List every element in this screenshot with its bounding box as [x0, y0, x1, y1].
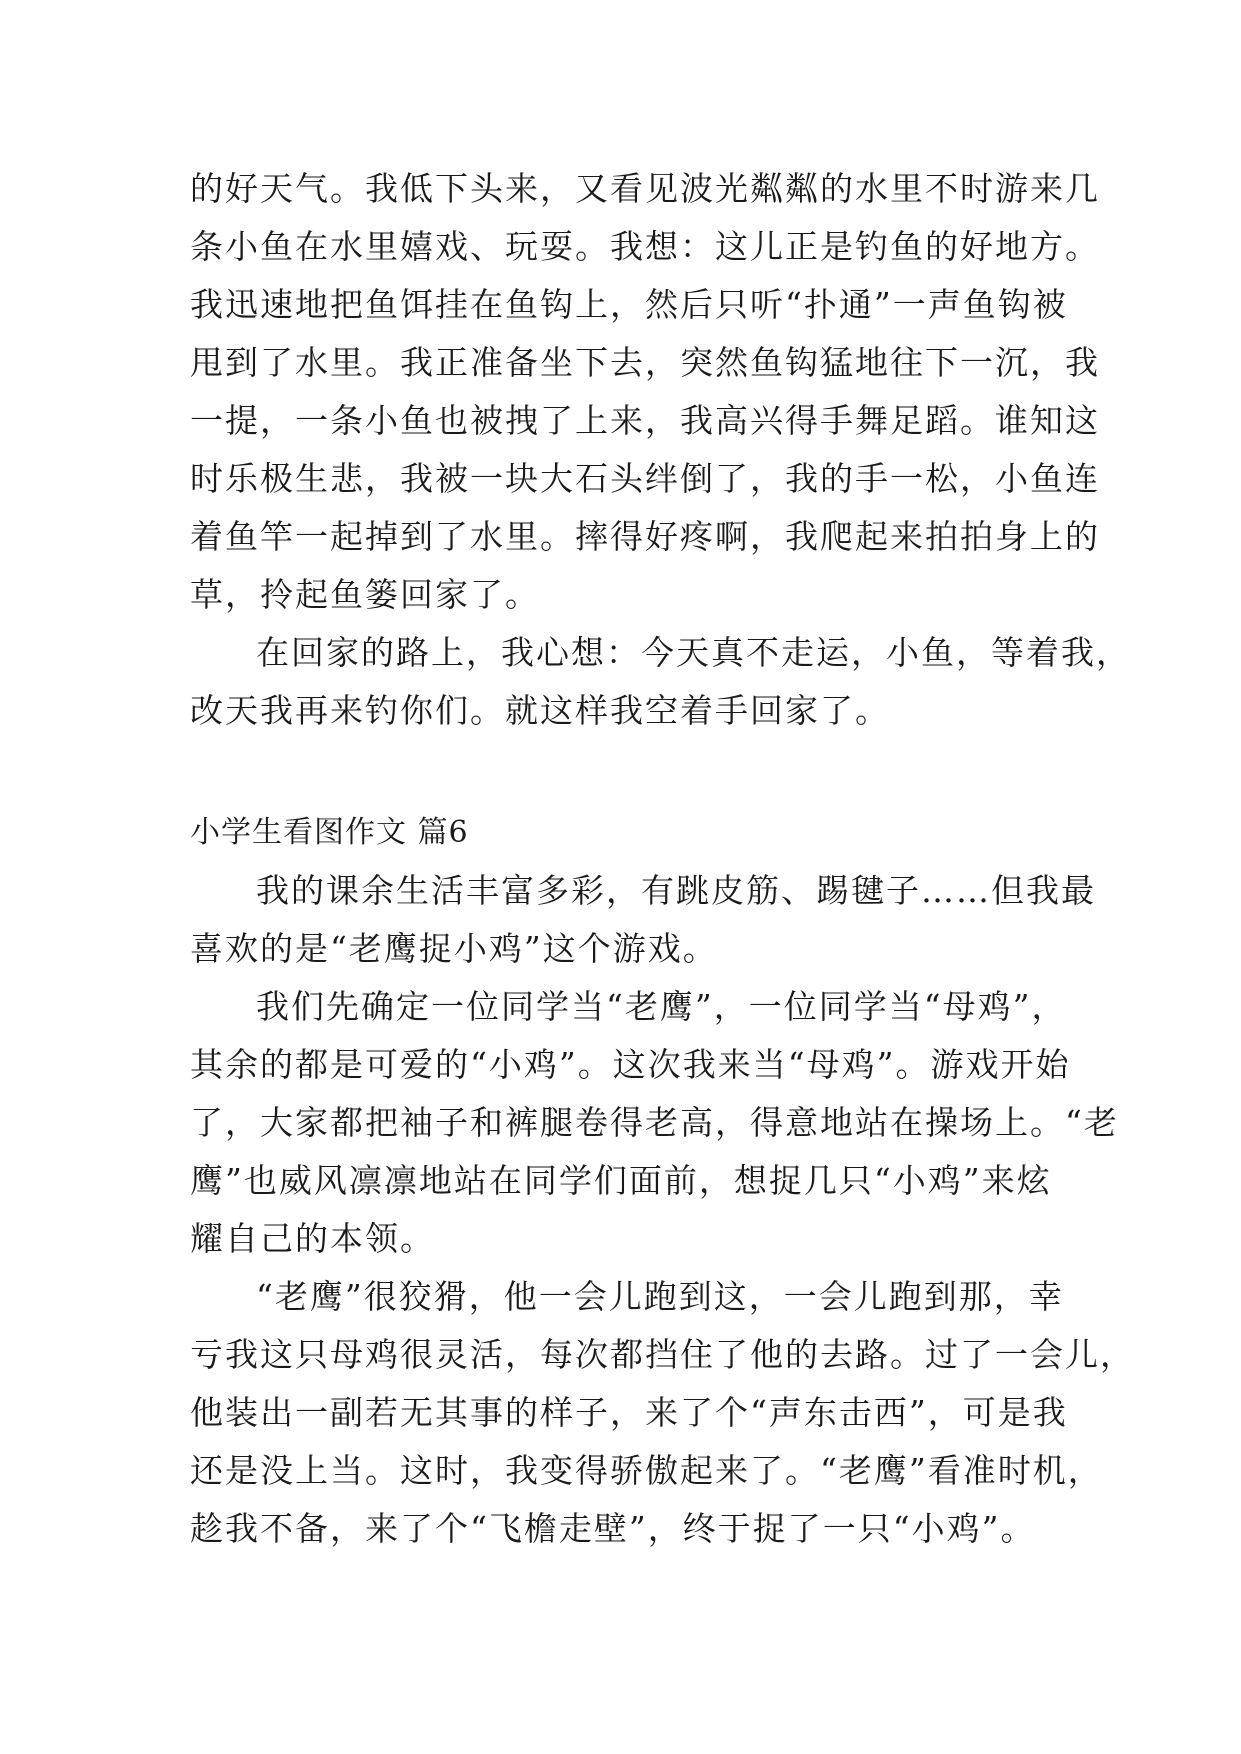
text-line: 条小鱼在水里嬉戏、玩耍。我想：这儿正是钓鱼的好地方。	[190, 227, 1100, 266]
text-line: 亏我这只母鸡很灵活，每次都挡住了他的去路。过了一会儿，	[190, 1335, 1135, 1374]
paragraph-fishing-continued	[190, 160, 1100, 624]
text-line: “老鹰”很狡猾，他一会儿跑到这，一会儿跑到那，幸	[256, 1277, 1064, 1316]
text-line: 草，拎起鱼篓回家了。	[190, 575, 540, 614]
text-line: 我的课余生活丰富多彩，有跳皮筋、踢毽子……但我最	[256, 871, 1096, 910]
text-line: 在回家的路上，我心想：今天真不走运，小鱼，等着我，	[256, 633, 1131, 672]
section-spacer	[190, 740, 1070, 804]
text-line: 着鱼竿一起掉到了水里。摔得好疼啊，我爬起来拍拍身上的	[190, 517, 1100, 556]
text-line: 我们先确定一位同学当“老鹰”，一位同学当“母鸡”，	[256, 987, 1067, 1026]
paragraph-game	[190, 1268, 1135, 1558]
section-heading: 小学生看图作文 篇6	[190, 815, 469, 850]
text-line: 甩到了水里。我正准备坐下去，突然鱼钩猛地往下一沉，我	[190, 343, 1100, 382]
text-line: 一提，一条小鱼也被拽了上来，我高兴得手舞足蹈。谁知这	[190, 401, 1100, 440]
paragraph-closing	[190, 624, 1131, 740]
text-line: 趁我不备，来了个“飞檐走壁”，终于捉了一只“小鸡”。	[190, 1509, 1036, 1548]
text-line: 其余的都是可爱的“小鸡”。这次我来当“母鸡”。游戏开始	[190, 1045, 1071, 1084]
document-body	[190, 160, 1135, 1558]
text-line: 了，大家都把袖子和裤腿卷得老高，得意地站在操场上。“老	[190, 1103, 1119, 1142]
paragraph-roles	[190, 978, 1119, 1268]
text-line: 改天我再来钓你们。就这样我空着手回家了。	[190, 691, 890, 730]
paragraph-intro	[190, 862, 1096, 978]
text-line: 他装出一副若无其事的样子，来了个“声东击西”，可是我	[190, 1393, 1068, 1432]
text-line: 耀自己的本领。	[190, 1219, 435, 1258]
text-line: 喜欢的是“老鹰捉小鸡”这个游戏。	[190, 929, 718, 968]
text-line: 我迅速地把鱼饵挂在鱼钩上，然后只听“扑通”一声鱼钩被	[190, 285, 1068, 324]
text-line: 还是没上当。这时，我变得骄傲起来了。“老鹰”看准时机，	[190, 1451, 1103, 1490]
text-line: 的好天气。我低下头来，又看见波光粼粼的水里不时游来几	[190, 169, 1100, 208]
text-line: 时乐极生悲，我被一块大石头绊倒了，我的手一松，小鱼连	[190, 459, 1100, 498]
text-line: 鹰”也威风凛凛地站在同学们面前，想捉几只“小鸡”来炫	[190, 1161, 1052, 1200]
